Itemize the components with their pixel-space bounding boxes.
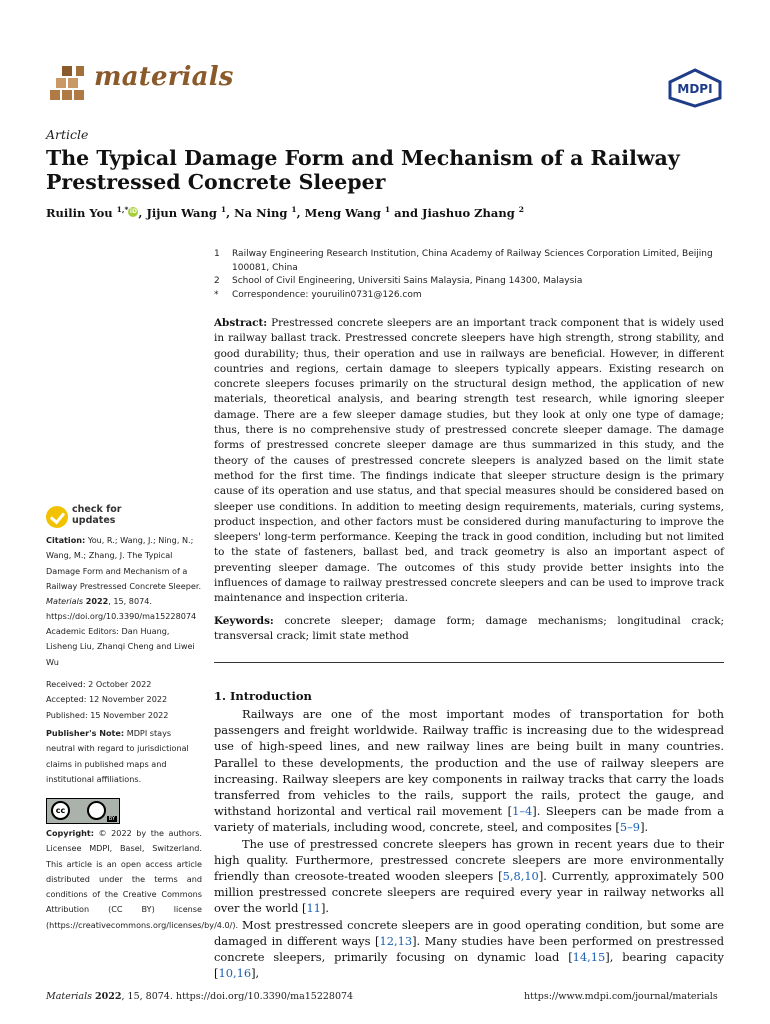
affiliation-text: Railway Engineering Research Institution, China Academy of Railway Sciences Corporation Limited, Beijing 100081, China	[232, 249, 713, 273]
article-title: The Typical Damage Form and Mechanism of a Railway Prestressed Concrete Sleeper	[46, 146, 680, 194]
affiliation-item	[214, 275, 724, 289]
by-label: BY	[108, 816, 115, 822]
check-for-updates-badge[interactable]	[46, 504, 176, 530]
publishers-note-label: Publisher's Note:	[46, 728, 125, 738]
footer-doi[interactable]: , 15, 8074. https://doi.org/10.3390/ma15228074	[121, 991, 354, 1002]
citation-link[interactable]: 1–4	[512, 804, 533, 819]
publishers-note-text: MDPI stays neutral with regard to jurisdictional claims in published maps and institutional affiliations.	[46, 728, 189, 784]
author-affiliation-mark: 1	[291, 205, 297, 214]
citation-link[interactable]: 11	[306, 901, 321, 916]
affiliations	[214, 248, 724, 302]
journal-logo-icon	[46, 60, 90, 104]
footer-year: 2022	[95, 991, 122, 1002]
cc-by-license-badge[interactable]	[46, 798, 120, 824]
abstract-text: Prestressed concrete sleepers are an important track component that is widely used in railway ballast track. Prestressed concrete sleepers have high strength, strong stability, and good durability; thus, their operation and use in railways are beneficial. However, in different countries and regions, certain damage to sleepers typically appears. Existing research on concrete sleepers focuses primarily on the structural design method, the application of new materials, theoretical analysis, and bearing strength test research, while ignoring sleeper damage. There are a few sleeper damage studies, but they look at only one type of damage; thus, there is no comprehensive study of prestressed concrete sleeper damage. The damage forms of prestressed concrete sleeper damage are thus summarized in this study, and the theory of the causes of prestressed concrete sleepers is analyzed based on the limit state method for the first time. The findings indicate that sleeper structure design is the primary cause of its operation and use status, and that special measures should be considered based on sleeper use conditions. In addition to meeting design requirements, materials, curing systems, product inspection, and other factors must be considered during manufacturing to improve the sleepers' long-term performance. Keeping the track in good condition, including but not limited to the state of fasteners, ballast bed, and track geometry is also an important aspect of preventing sleeper damage. The outcomes of this study provide better insights into the influences of damage to railway prestressed concrete sleepers and can be used to improve track maintenance and inspection criteria.	[214, 317, 724, 605]
keywords-text: concrete sleeper; damage form; damage mechanisms; longitudinal crack; transversal crack; limit state method	[214, 615, 724, 643]
copyright-block	[46, 826, 239, 933]
paragraph: Most prestressed concrete sleepers are in good operating condition, but some are damaged in different ways [12,13]. Many studies have been performed on prestressed concrete sleepers, primarily focusing on dynamic load [14,15], bearing capacity [10,16],	[214, 917, 725, 981]
correspondence-text: Correspondence: youruilin0731@126.com	[232, 289, 422, 300]
publishers-note	[46, 726, 202, 787]
citation-text: You, R.; Wang, J.; Ning, N.; Wang, M.; Zhang, J. The Typical Damage Form and Mechanism of a Railway Prestressed Concrete Sleeper.	[46, 535, 202, 591]
author-affiliation-mark: 1	[220, 205, 227, 214]
author-affiliation-mark: 1	[384, 205, 391, 214]
author-name: Ruilin You	[46, 205, 113, 220]
author-name: Na Ning	[234, 205, 288, 220]
author-list: Ruilin You $^{1,*}$iD, Jijun Wang $^1$, Na Ning $^1$, Meng Wang $^1$ and Jiashuo Zhang $^2$	[46, 205, 524, 220]
citation-link[interactable]: 5–9	[619, 820, 641, 835]
section-divider	[214, 662, 724, 663]
abstract-label: Abstract:	[214, 317, 268, 329]
check-icon	[46, 506, 68, 528]
footer-citation	[46, 991, 353, 1002]
check-line2: updates	[72, 515, 116, 526]
citation-label: Citation:	[46, 535, 86, 545]
keywords	[214, 614, 724, 645]
footer-journal-url[interactable]: https://www.mdpi.com/journal/materials	[524, 991, 718, 1002]
publisher-name: MDPI	[677, 82, 713, 96]
abstract	[214, 316, 724, 607]
section-title: 1. Introduction	[214, 689, 312, 703]
citation-link[interactable]: 10,16	[218, 966, 252, 981]
author-joiner: and	[394, 205, 418, 220]
citation-year: 2022	[85, 596, 109, 607]
affiliation-item	[214, 289, 724, 303]
affiliation-mark: 2	[214, 276, 220, 286]
copyright-text: © 2022 by the authors. Licensee MDPI, Basel, Switzerland. This article is an open access article distributed under the terms and conditions of the Creative Commons Attribution (CC BY) license (https://creativecommons.org/licenses/by/4.0/).	[46, 828, 239, 930]
citation-block	[46, 533, 202, 625]
citation-link[interactable]: 12,13	[379, 933, 413, 948]
citation-journal: Materials	[46, 596, 84, 607]
paragraph: The use of prestressed concrete sleepers has grown in recent years due to their high quality. Furthermore, prestressed concrete sleepers are more environmentally friendly than creosote-treated wooden sleepers [5,8,10]. Currently, approximately 500 million prestressed concrete sleepers are required every year in railway networks all over the world [11].	[214, 836, 724, 916]
affiliation-item	[214, 248, 724, 275]
paragraph: Railways are one of the most important modes of transportation for both passengers and freight worldwide. Railway traffic is increasing due to the widespread use of high-speed lines, and new railway lines are being built in many countries. Parallel to these developments, the production and the use of railway sleepers are increasing. Railway sleepers are key components in railway tracks that carry the loads transferred from vehicles to the rails, support the rails, protect the gauge, and withstand horizontal and vertical rail movement [1–4]. Sleepers can be made from a variety of materials, including wood, concrete, steel, and composites [5–9].	[214, 707, 724, 835]
attribution-icon	[87, 801, 106, 820]
mdpi-logo-icon	[666, 68, 724, 108]
received-date: Received: 2 October 2022	[46, 679, 152, 689]
accepted-date: Accepted: 12 November 2022	[46, 694, 168, 705]
copyright-label: Copyright:	[46, 828, 94, 838]
keywords-label: Keywords:	[214, 615, 274, 627]
orcid-icon[interactable]: iD	[129, 207, 137, 215]
academic-editors: Academic Editors: Dan Huang, Lisheng Liu, Zhanqi Cheng and Liwei Wu	[46, 626, 195, 667]
affiliation-text: School of Civil Engineering, Universiti Sains Malaysia, Pinang 14300, Malaysia	[232, 276, 583, 286]
author-name: Jijun Wang	[146, 205, 217, 220]
citation-link[interactable]: 14,15	[572, 950, 606, 965]
author-name: Meng Wang	[304, 205, 381, 220]
author-affiliation-mark: 1,*	[116, 205, 129, 214]
footer-journal: Materials	[46, 991, 92, 1002]
journal-name: materials	[94, 62, 234, 92]
author-affiliation-mark: 2	[518, 205, 524, 214]
check-line1: check for	[72, 504, 122, 515]
affiliation-mark: 1	[214, 249, 220, 259]
dates-block	[46, 677, 202, 723]
citation-rest[interactable]: , 15, 8074. https://doi.org/10.3390/ma15228074	[46, 596, 197, 622]
article-type: Article	[46, 127, 89, 142]
cc-icon: cc	[51, 801, 70, 820]
affiliation-mark: *	[214, 289, 219, 300]
published-date: Published: 15 November 2022	[46, 709, 169, 720]
citation-link[interactable]: 5,8,10	[502, 869, 539, 884]
section-body	[214, 706, 724, 981]
author-name: Jiashuo Zhang	[422, 205, 515, 220]
